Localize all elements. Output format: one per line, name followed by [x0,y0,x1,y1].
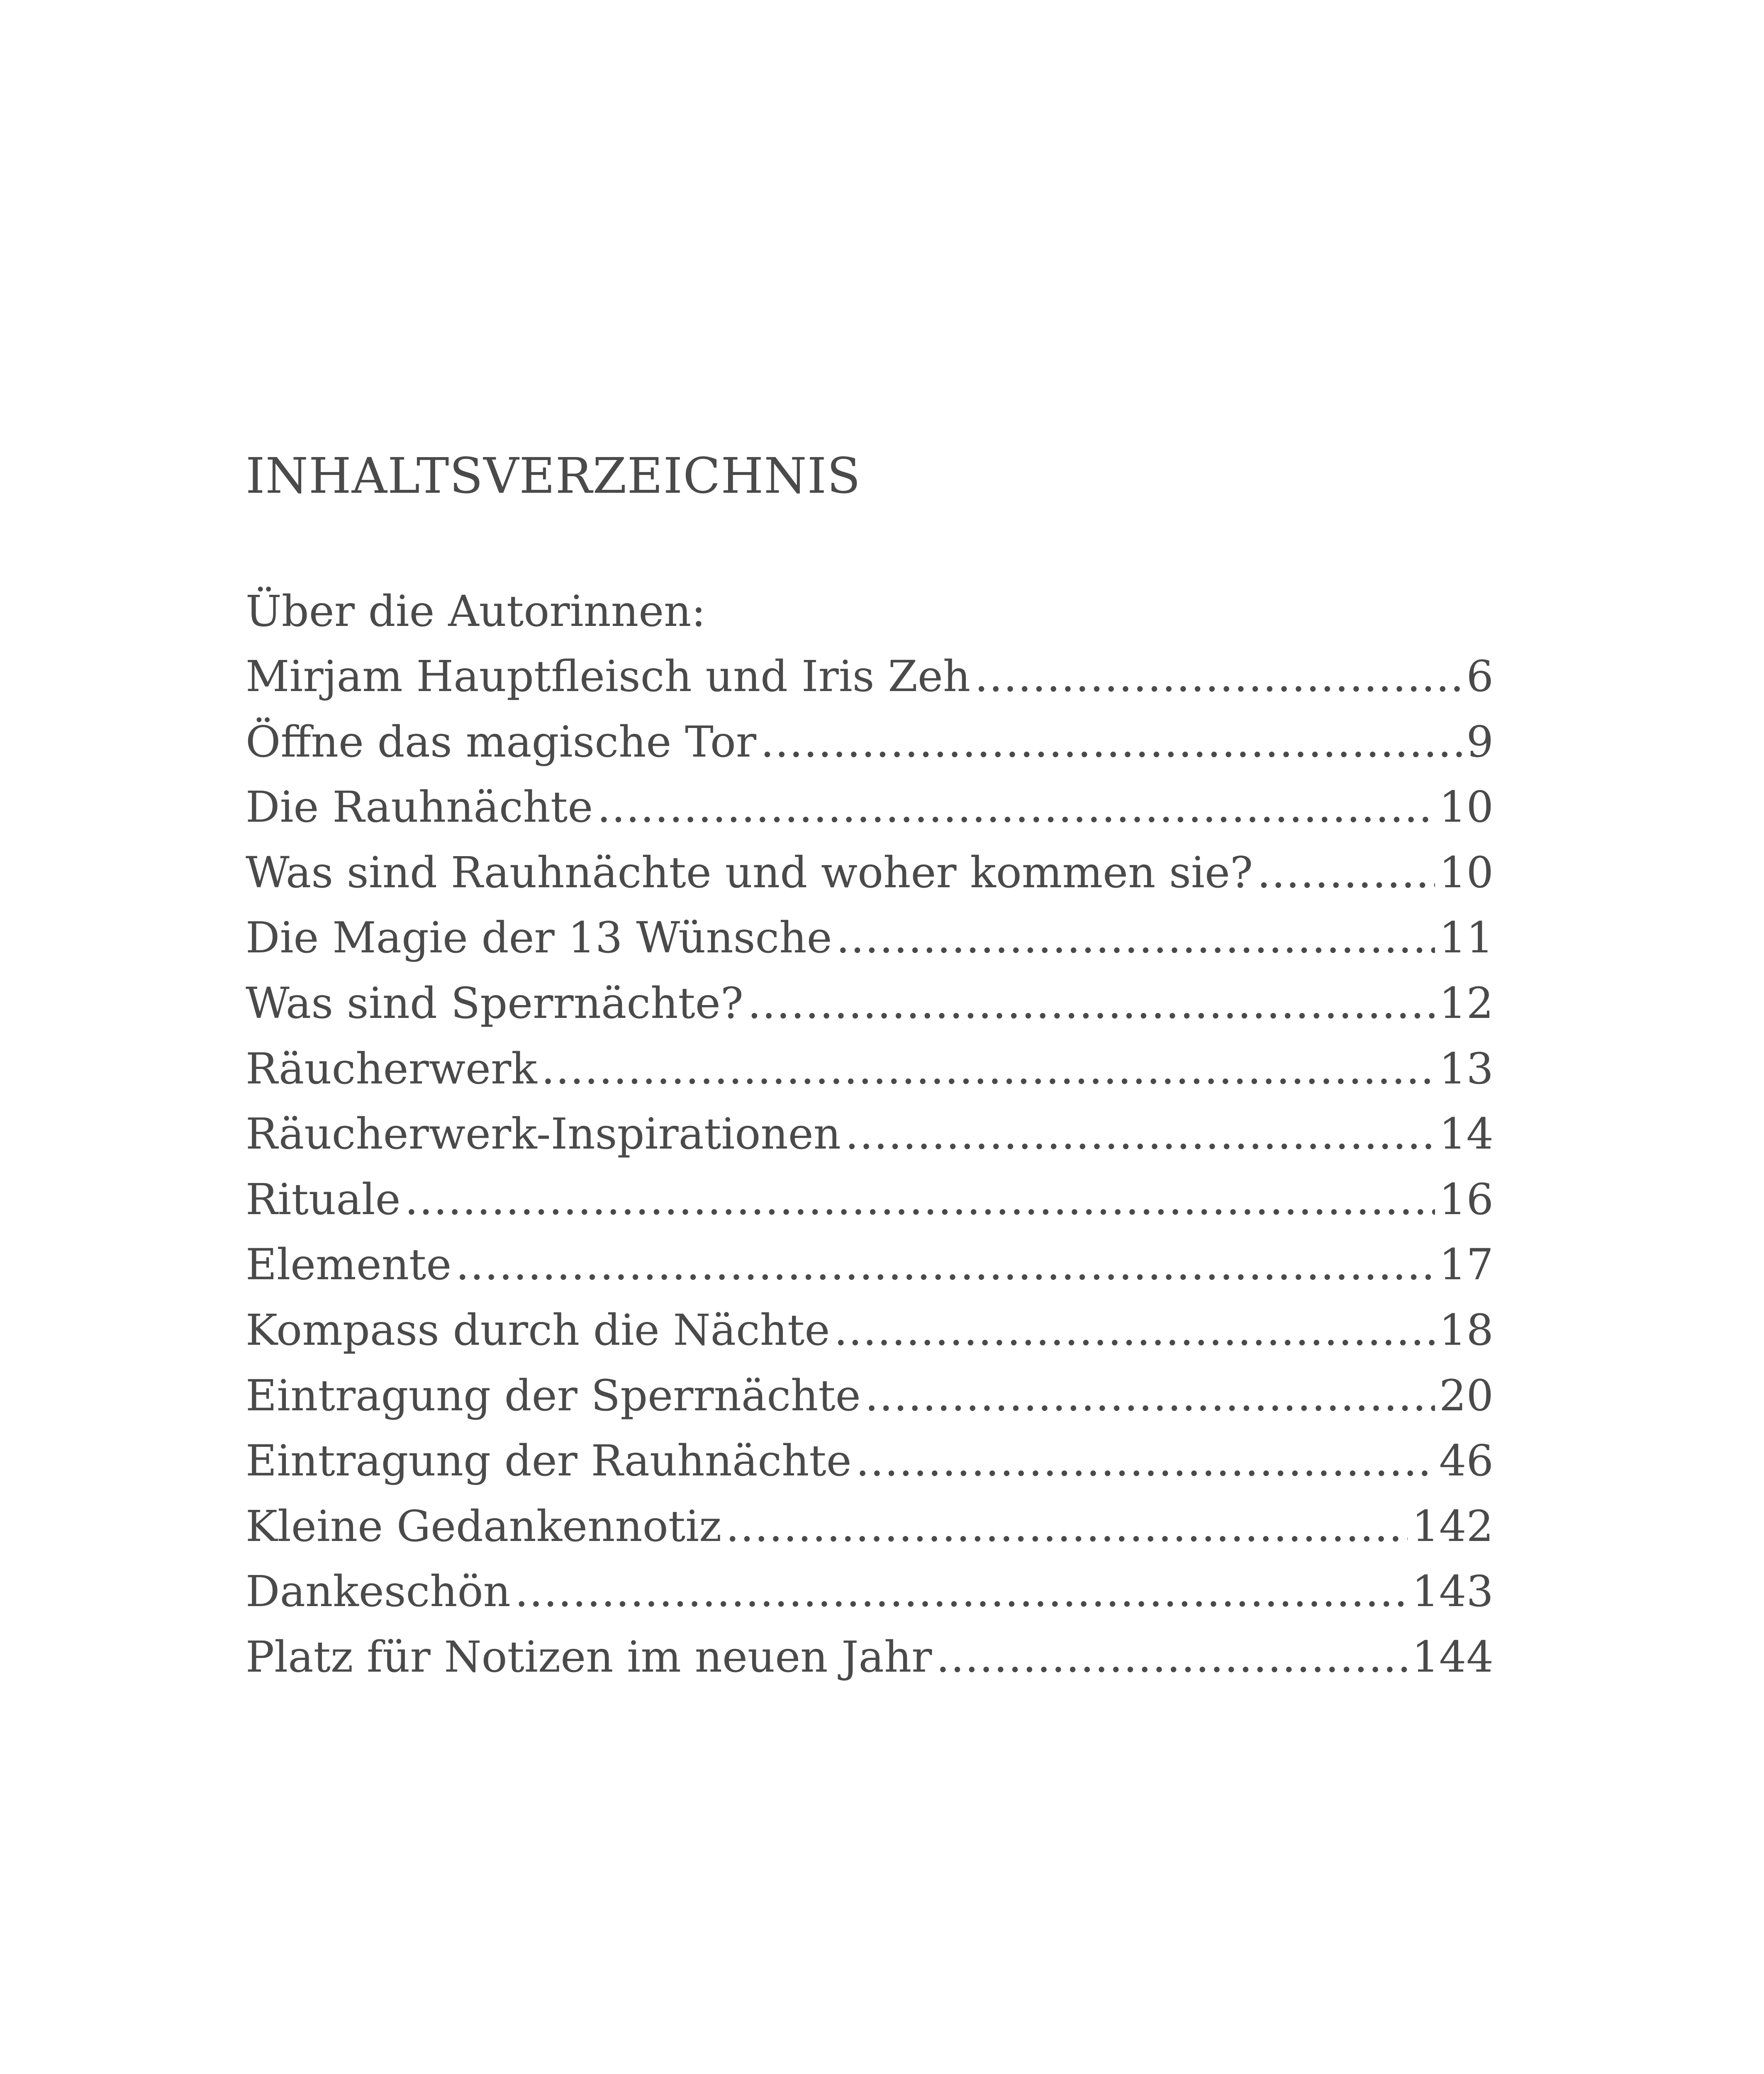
toc-list [246,652,1494,1702]
toc-entry-title: Die Magie der 13 Wünsche [246,913,832,963]
toc-entry [246,1567,1494,1636]
toc-entry-title: Elemente [246,1240,452,1290]
toc-entry-page: 142 [1412,1501,1494,1551]
toc-entry-title: Räucherwerk-Inspirationen [246,1109,841,1159]
toc-entry [246,978,1494,1048]
toc-entry-title: Dankeschön [246,1567,511,1617]
toc-entry [246,847,1494,917]
toc-entry [246,1174,1494,1244]
toc-entry [246,1370,1494,1440]
toc-dot-leader [865,1375,1435,1417]
toc-entry-title: Öffne das magische Tor [246,717,757,767]
toc-dot-leader [975,655,1462,698]
toc-entry [246,782,1494,852]
toc-dot-leader [726,1505,1408,1548]
toc-dot-leader [597,786,1435,829]
toc-entry [246,1240,1494,1309]
toc-entry-title: Rituale [246,1174,401,1224]
toc-entry-page: 12 [1439,978,1494,1028]
toc-entry-title: Räucherwerk [246,1044,537,1094]
toc-entry-title: Kompass durch die Nächte [246,1305,830,1355]
toc-entry [246,1632,1494,1702]
toc-entry-title: Eintragung der Sperrnächte [246,1370,861,1421]
toc-dot-leader [834,1309,1435,1352]
toc-entry [246,1109,1494,1178]
toc-dot-leader [1257,852,1435,894]
toc-intro: Über die Autorinnen: [246,587,706,636]
toc-entry-title: Was sind Sperrnächte? [246,978,743,1028]
toc-dot-leader [541,1048,1435,1091]
toc-entry [246,717,1494,786]
toc-dot-leader [456,1244,1435,1286]
toc-entry [246,1044,1494,1113]
toc-entry-title: Was sind Rauhnächte und woher kommen sie? [246,847,1253,898]
toc-entry-title: Kleine Gedankennotiz [246,1501,722,1551]
toc-dot-leader [515,1570,1408,1613]
toc-entry-page: 14 [1439,1109,1494,1159]
toc-entry-page: 9 [1466,717,1494,767]
toc-dot-leader [836,917,1435,959]
toc-dot-leader [748,982,1435,1025]
toc-entry-page: 6 [1466,652,1494,701]
toc-entry-page: 13 [1439,1044,1494,1094]
toc-entry [246,1501,1494,1571]
toc-entry-page: 18 [1439,1305,1494,1355]
toc-dot-leader [856,1440,1435,1482]
toc-entry-page: 10 [1439,782,1494,833]
toc-dot-leader [405,1178,1435,1221]
toc-entry-title: Eintragung der Rauhnächte [246,1436,852,1486]
toc-entry-page: 17 [1439,1240,1494,1290]
toc-entry [246,1436,1494,1505]
toc-entry-page: 143 [1412,1567,1494,1617]
toc-entry-page: 16 [1439,1174,1494,1224]
toc-heading: INHALTSVERZEICHNIS [246,447,861,504]
toc-entry-title: Platz für Notizen im neuen Jahr [246,1632,932,1682]
toc-entry-title: Mirjam Hauptfleisch und Iris Zeh [246,652,971,701]
toc-entry-title: Die Rauhnächte [246,782,593,833]
toc-dot-leader [760,721,1462,764]
toc-entry-page: 20 [1439,1370,1494,1421]
toc-dot-leader [936,1636,1408,1679]
toc-entry-page: 10 [1439,847,1494,898]
toc-dot-leader [845,1113,1435,1156]
toc-entry-page: 46 [1439,1436,1494,1486]
toc-entry [246,652,1494,721]
toc-entry [246,913,1494,982]
toc-entry-page: 11 [1439,913,1494,963]
toc-entry-page: 144 [1412,1632,1494,1682]
toc-entry [246,1305,1494,1375]
